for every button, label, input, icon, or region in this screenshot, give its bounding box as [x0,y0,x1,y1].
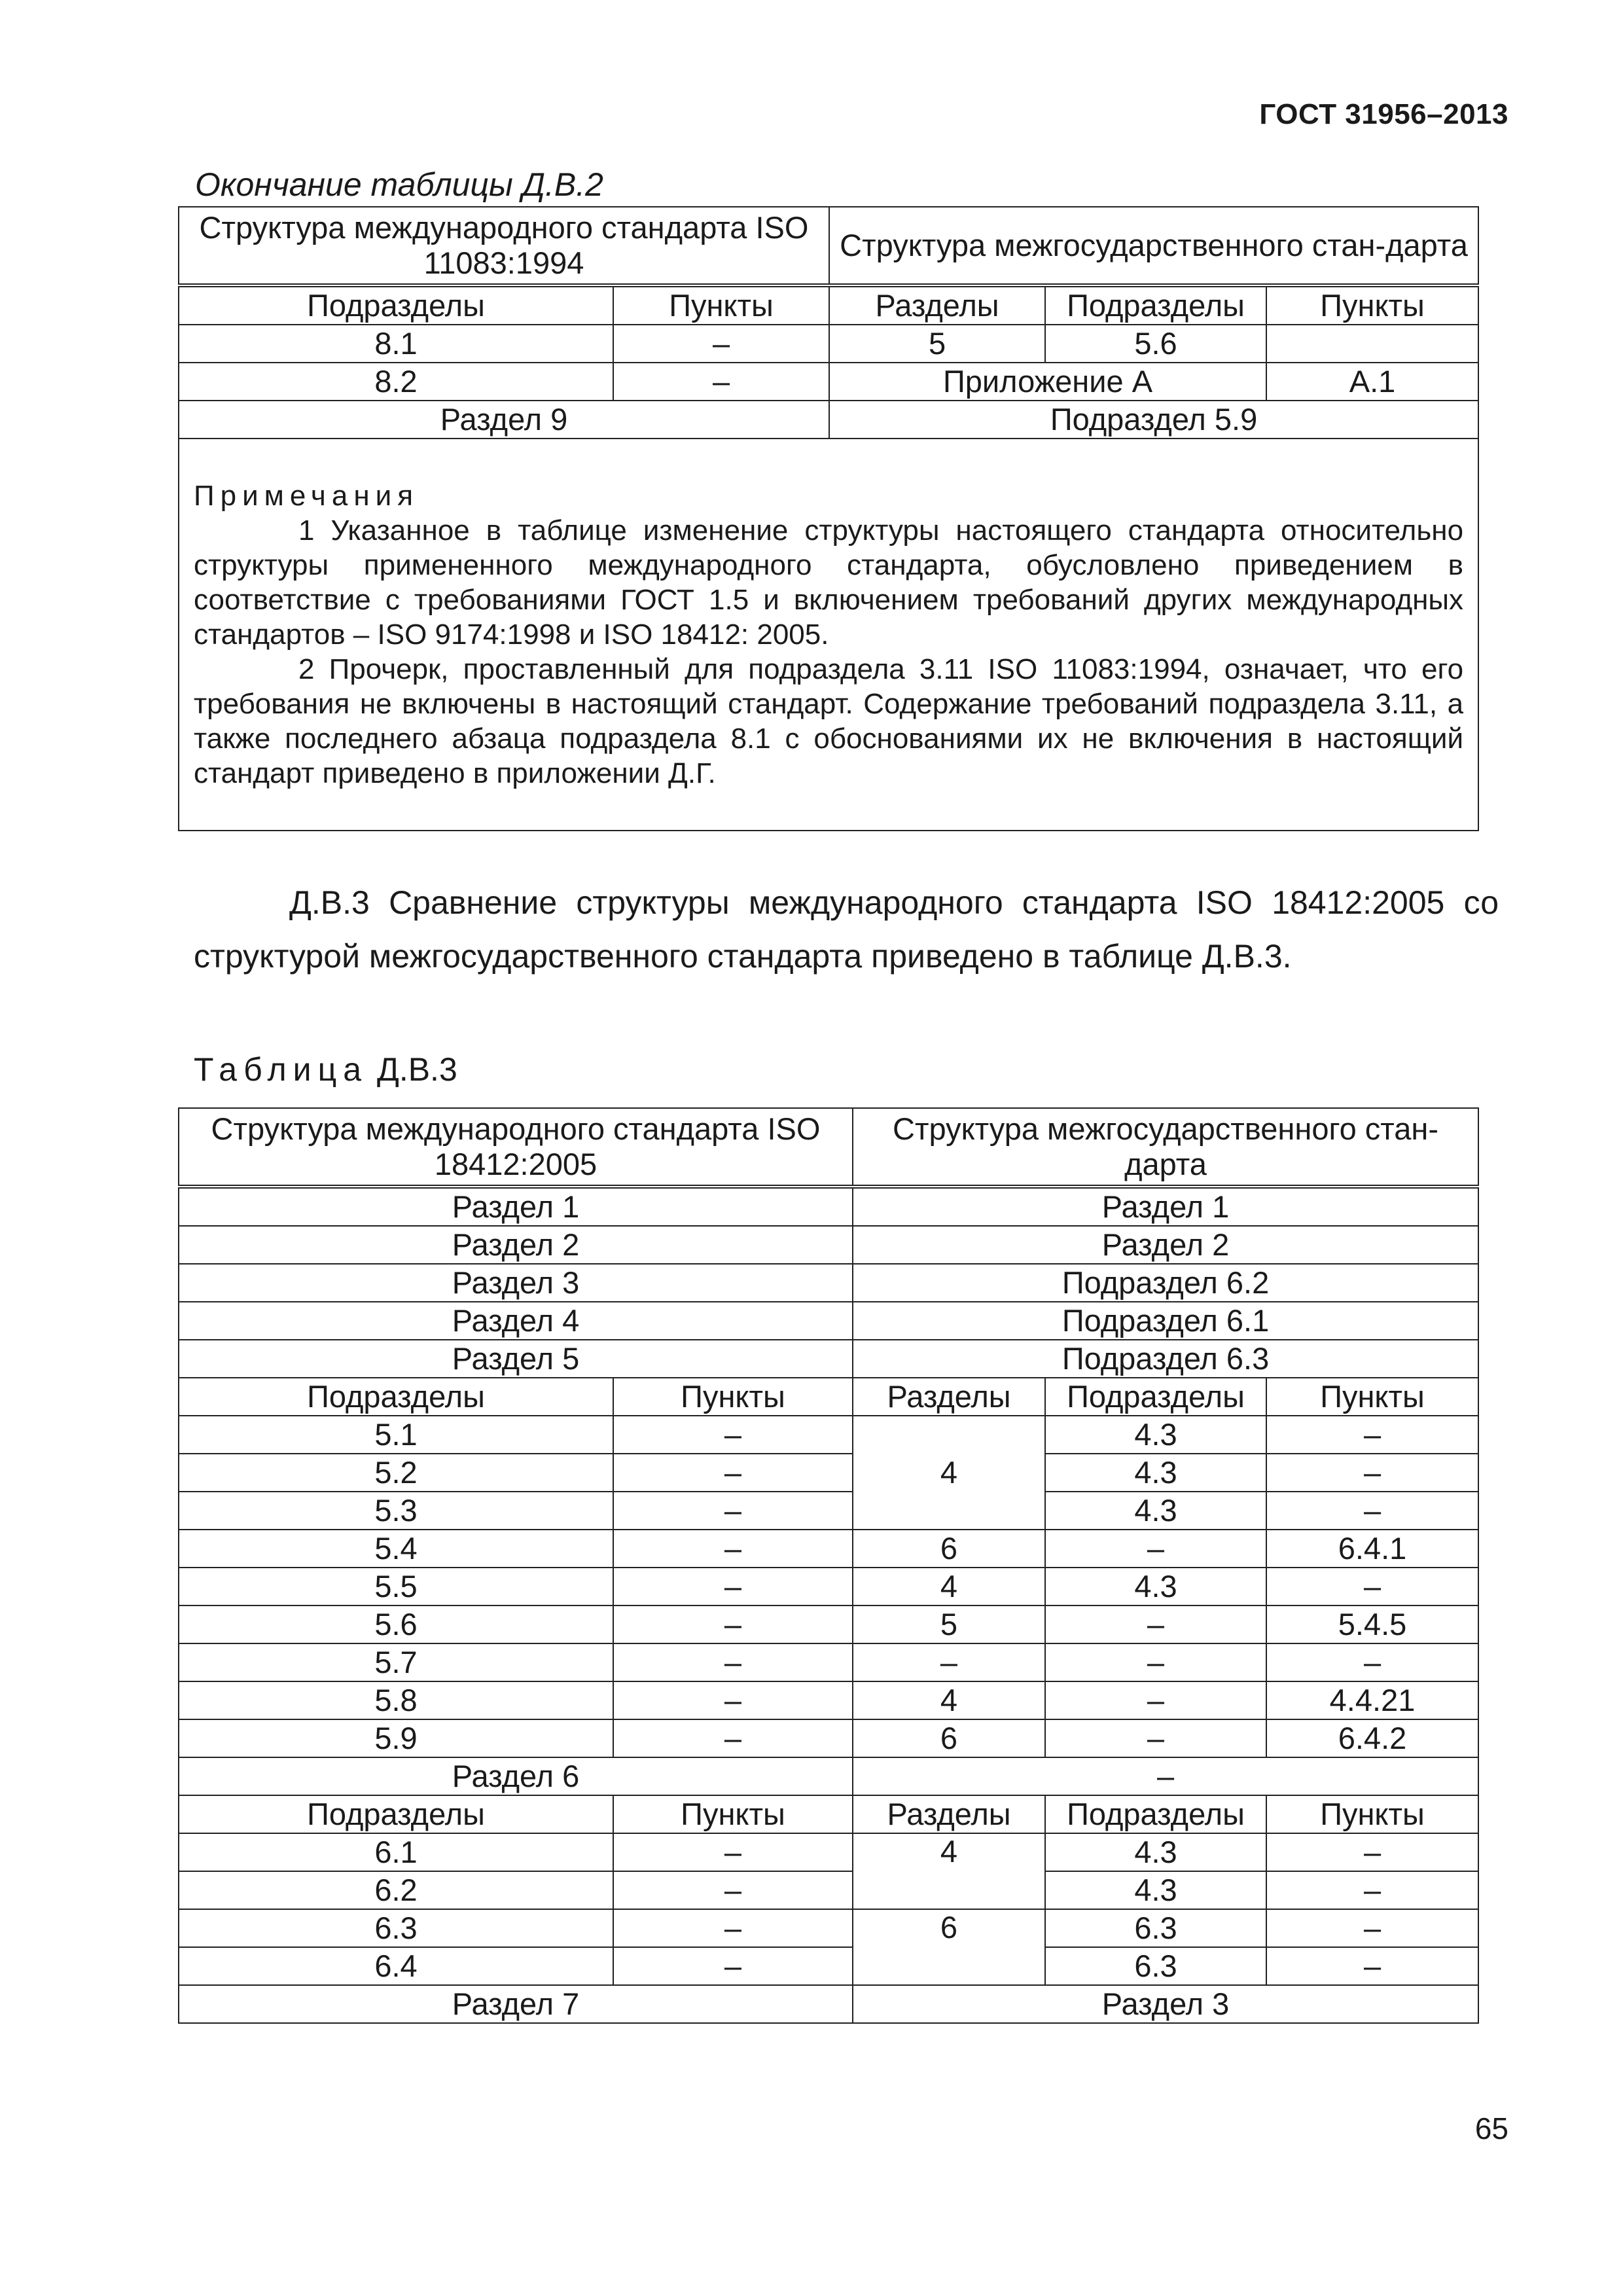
table-caption [194,1050,457,1088]
table-cell: 5 [829,325,1045,363]
table-cell: – [1045,1605,1266,1643]
table-cell: – [1266,1416,1478,1454]
table-cell: 4.4.21 [1266,1681,1478,1719]
table-cell: 5.4.5 [1266,1605,1478,1643]
table-cell: 5.4 [179,1530,613,1568]
sub-header-row [179,1378,1478,1416]
table-cell: 5.1 [179,1416,613,1454]
table-cell: Раздел 2 [179,1226,853,1264]
sub-header-row [179,285,1478,325]
sub-header-cell: Подразделы [1045,1378,1266,1416]
table-cell: 4.3 [1045,1416,1266,1454]
table-row [179,1643,1478,1681]
table-cell: 6 [853,1530,1045,1568]
table-row [179,325,1478,363]
table-cell: – [1266,1909,1478,1947]
table-cell: Приложение А [829,363,1266,401]
table-cell: 4.3 [1045,1492,1266,1530]
sub-header-cell: Разделы [853,1378,1045,1416]
note-item: 2 Прочерк, проставленный для подраздела 3.11 ISO 11083:1994, означает, что его требования не включены в настоящий стандарт. Содержание требований подраздела 3.11, а также последнего абзаца подраздела 8.1 с обоснованиями их не включения в настоящий стандарт приведено в приложении Д.Г. [194,653,1464,789]
table-cell: Подраздел 6.2 [853,1264,1478,1302]
table-cell: А.1 [1266,363,1478,401]
sub-header-cell: Пункты [1266,1795,1478,1833]
table-cell: – [613,1871,853,1909]
table-row [179,1454,1478,1492]
table-row [179,1416,1478,1454]
table-cell: 6.3 [1045,1909,1266,1947]
table-cell: – [853,1757,1478,1795]
note-item: 1 Указанное в таблице изменение структуры настоящего стандарта относительно структуры примененного международного стандарта, обусловлено приведением в соответствие с требованиями ГОСТ 1.5 и включением требований других международных стандартов – ISO 9174:1998 и ISO 18412: 2005. [194,514,1464,651]
table-cell: – [1266,1643,1478,1681]
table-cell: 4.3 [1045,1871,1266,1909]
table-cell: Раздел 7 [179,1985,853,2023]
table-row [179,1719,1478,1757]
table-cell: 5 [853,1605,1045,1643]
table-cell: Подраздел 6.1 [853,1302,1478,1340]
table-cell: 5.2 [179,1454,613,1492]
table-row [179,1871,1478,1909]
table-cell-merged: 4 [853,1416,1045,1530]
table-cell: 6.4.2 [1266,1719,1478,1757]
table-cell: Раздел 6 [179,1757,853,1795]
table-cell: 8.2 [179,363,613,401]
table-cell: 6.3 [1045,1947,1266,1985]
table-cell: 4.3 [1045,1454,1266,1492]
table-cell: Раздел 3 [179,1264,853,1302]
table-d-b-3 [178,1107,1479,2024]
table-cell: 5.5 [179,1568,613,1605]
table-cell: – [613,363,829,401]
table-cell: – [1045,1530,1266,1568]
table-cell: – [1266,1568,1478,1605]
table-cell: – [613,1492,853,1530]
sub-header-cell: Подразделы [1045,285,1266,325]
table-cell: – [1266,1871,1478,1909]
table-cell: – [1266,1492,1478,1530]
table-row [179,1909,1478,1947]
table-row [179,1985,1478,2023]
table-row [179,1492,1478,1530]
table-cell-merged: 6 [853,1909,1045,1985]
notes-title: Примечания [194,480,419,512]
table-cell: 5.8 [179,1681,613,1719]
table-cell: 5.3 [179,1492,613,1530]
table-cell: – [613,1719,853,1757]
col-header-international: Структура международного стандарта ISO 11083:1994 [179,207,829,285]
table-cell: 8.1 [179,325,613,363]
table-cell: Раздел 4 [179,1302,853,1340]
table-cell: – [613,1833,853,1871]
table-cell: – [1045,1719,1266,1757]
sub-header-cell: Подразделы [179,1795,613,1833]
table-cell: – [613,1947,853,1985]
page-number: 65 [1474,2111,1508,2145]
col-header-interstate: Структура межгосударственного стан-дарта [829,207,1478,285]
table-cell-merged: 4 [853,1833,1045,1909]
sub-header-cell: Пункты [1266,285,1478,325]
table-cell: 5.6 [179,1605,613,1643]
table-row [179,401,1478,439]
sub-header-row [179,1795,1478,1833]
table-cell: Раздел 3 [853,1985,1478,2023]
table-row [179,1226,1478,1264]
table-cell: Раздел 9 [179,401,829,439]
body-paragraph: Д.В.3 Сравнение структуры международного стандарта ISO 18412:2005 со структурой межгосударственного стандарта приведено в таблице Д.В.3. [194,884,1499,975]
table-row [179,1264,1478,1302]
table-cell: – [1266,1947,1478,1985]
table-row [179,1605,1478,1643]
sub-header-cell: Пункты [613,285,829,325]
table-continuation-caption: Окончание таблицы Д.В.2 [195,166,603,203]
table-row [179,1340,1478,1378]
sub-header-cell: Пункты [613,1795,853,1833]
table-cell: – [613,1454,853,1492]
table-cell: 6.1 [179,1833,613,1871]
table-cell: 5.6 [1045,325,1266,363]
table-cell: – [613,1909,853,1947]
table-row [179,1568,1478,1605]
table-cell: – [1045,1681,1266,1719]
sub-header-cell: Подразделы [1045,1795,1266,1833]
table-cell: – [613,1568,853,1605]
table-row [179,1530,1478,1568]
sub-header-cell: Подразделы [179,1378,613,1416]
sub-header-cell: Пункты [613,1378,853,1416]
table-cell: – [613,325,829,363]
table-caption-id: Д.В.3 [376,1051,457,1088]
table-cell: Раздел 1 [179,1187,853,1226]
table-cell: Раздел 1 [853,1187,1478,1226]
table-cell: Подраздел 5.9 [829,401,1478,439]
table-cell: – [613,1416,853,1454]
table-row [179,1187,1478,1226]
table-cell: 5.7 [179,1643,613,1681]
table-cell: – [1045,1643,1266,1681]
table-cell: – [613,1643,853,1681]
table-row [179,1757,1478,1795]
table-cell: 4 [853,1681,1045,1719]
table-caption-word: Таблица [194,1051,368,1088]
table-cell: 5.9 [179,1719,613,1757]
document-code: ГОСТ 31956–2013 [1259,98,1508,130]
table-cell: Раздел 2 [853,1226,1478,1264]
table-row [179,363,1478,401]
table-cell: 4.3 [1045,1833,1266,1871]
table-row [179,1302,1478,1340]
table-cell: 6.4 [179,1947,613,1985]
sub-header-cell: Подразделы [179,285,613,325]
table-cell: – [613,1681,853,1719]
table-cell [1266,325,1478,363]
table-cell: – [1266,1833,1478,1871]
sub-header-cell: Разделы [829,285,1045,325]
table-cell: – [1266,1454,1478,1492]
col-header-international: Структура международного стандарта ISO 18412:2005 [179,1108,853,1187]
notes-cell [179,439,1478,831]
table-row [179,1833,1478,1871]
table-cell: – [613,1530,853,1568]
table-row [179,1947,1478,1985]
table-d-b-2 [178,206,1479,831]
col-header-interstate: Структура межгосударственного стан-дарта [853,1108,1478,1187]
sub-header-cell: Пункты [1266,1378,1478,1416]
table-cell: 6.4.1 [1266,1530,1478,1568]
table-cell: Подраздел 6.3 [853,1340,1478,1378]
table-cell: 6.3 [179,1909,613,1947]
sub-header-cell: Разделы [853,1795,1045,1833]
table-cell: – [853,1643,1045,1681]
table-cell: 4 [853,1568,1045,1605]
table-cell: – [613,1605,853,1643]
table-cell: 6.2 [179,1871,613,1909]
table-row [179,1681,1478,1719]
table-cell: 4.3 [1045,1568,1266,1605]
table-cell: Раздел 5 [179,1340,853,1378]
table-cell: 6 [853,1719,1045,1757]
